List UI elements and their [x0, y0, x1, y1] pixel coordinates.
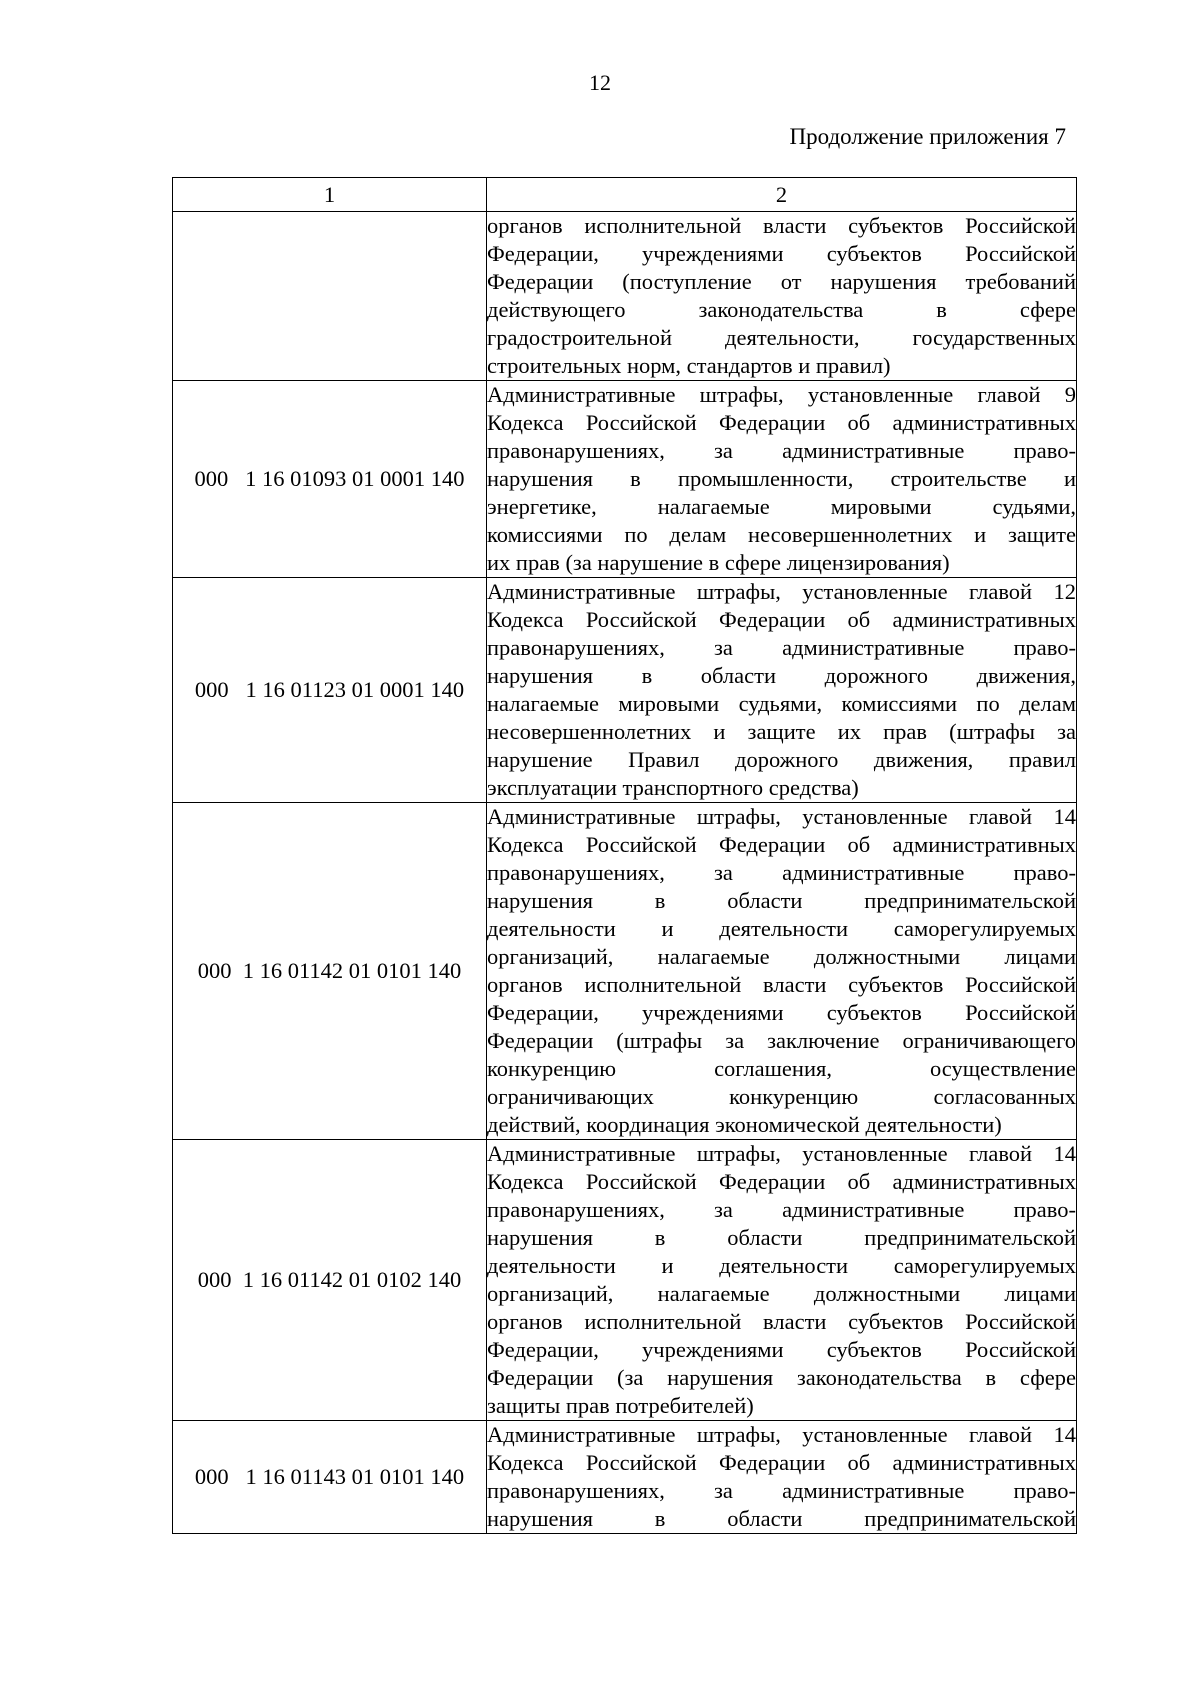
description-line: деятельности и деятельности саморегулируемых — [487, 916, 1076, 941]
description-line: конкуренцию соглашения, осуществление — [487, 1056, 1076, 1081]
description-line: нарушения в области дорожного движения, — [487, 663, 1076, 688]
description-line: нарушения в области предпринимательской — [487, 1506, 1076, 1531]
description-line: организаций, налагаемые должностными лицами — [487, 1281, 1076, 1306]
column-header-1: 1 — [173, 178, 487, 212]
description-cell — [487, 578, 1077, 803]
description-line: Кодекса Российской Федерации об административных — [487, 832, 1076, 857]
description-cell — [487, 1421, 1077, 1534]
description-line: Кодекса Российской Федерации об административных — [487, 1169, 1076, 1194]
description-line: Федерации (штрафы за заключение ограничивающего — [487, 1028, 1076, 1053]
description-line: Федерации, учреждениями субъектов Российской — [487, 1337, 1076, 1362]
budget-code-cell: 000 1 16 01142 01 0102 140 — [173, 1140, 487, 1421]
description-line: органов исполнительной власти субъектов Российской — [487, 213, 1076, 238]
description-line: энергетике, налагаемые мировыми судьями, — [487, 494, 1076, 519]
description-line: налагаемые мировыми судьями, комиссиями по делам — [487, 691, 1076, 716]
description-line: Федерации (поступление от нарушения требований — [487, 269, 1076, 294]
description-line: защиты прав потребителей) — [487, 1393, 754, 1418]
description-line: нарушение Правил дорожного движения, правил — [487, 747, 1076, 772]
table-row — [173, 1140, 1077, 1421]
table-row — [173, 212, 1077, 381]
description-line: несовершеннолетних и защите их прав (штрафы за — [487, 719, 1076, 744]
description-cell — [487, 1140, 1077, 1421]
description-line: Кодекса Российской Федерации об административных — [487, 410, 1076, 435]
description-line: Административные штрафы, установленные главой 9 — [487, 382, 1076, 407]
description-line: органов исполнительной власти субъектов Российской — [487, 972, 1076, 997]
budget-codes-table — [172, 177, 1077, 1534]
table-row — [173, 803, 1077, 1140]
table-body — [173, 212, 1077, 1534]
description-line: нарушения в области предпринимательской — [487, 1225, 1076, 1250]
description-line: действий, координация экономической деятельности) — [487, 1112, 1002, 1137]
budget-code-cell: 000 1 16 01093 01 0001 140 — [173, 381, 487, 578]
description-line: эксплуатации транспортного средства) — [487, 775, 859, 800]
description-line: ограничивающих конкуренцию согласованных — [487, 1084, 1076, 1109]
table-header-row — [173, 178, 1077, 212]
description-line: нарушения в области предпринимательской — [487, 888, 1076, 913]
description-line: градостроительной деятельности, государственных — [487, 325, 1076, 350]
budget-code-cell: 000 1 16 01143 01 0101 140 — [173, 1421, 487, 1534]
description-line: правонарушениях, за административные право- — [487, 1478, 1076, 1503]
description-line: Федерации, учреждениями субъектов Российской — [487, 1000, 1076, 1025]
description-line: правонарушениях, за административные право- — [487, 635, 1076, 660]
description-cell — [487, 381, 1077, 578]
description-line: Административные штрафы, установленные главой 14 — [487, 1141, 1076, 1166]
budget-code-cell: 000 1 16 01123 01 0001 140 — [173, 578, 487, 803]
description-line: Кодекса Российской Федерации об административных — [487, 1450, 1076, 1475]
description-cell — [487, 803, 1077, 1140]
description-line: правонарушениях, за административные право- — [487, 860, 1076, 885]
table-row — [173, 381, 1077, 578]
column-header-2: 2 — [487, 178, 1077, 212]
budget-code-cell: 000 1 16 01142 01 0101 140 — [173, 803, 487, 1140]
description-line: Федерации (за нарушения законодательства в сфере — [487, 1365, 1076, 1390]
description-line: органов исполнительной власти субъектов Российской — [487, 1309, 1076, 1334]
appendix-continuation-label: Продолжение приложения 7 — [789, 124, 1066, 149]
description-line: Административные штрафы, установленные главой 14 — [487, 1422, 1076, 1447]
description-line: действующего законодательства в сфере — [487, 297, 1076, 322]
description-line: деятельности и деятельности саморегулируемых — [487, 1253, 1076, 1278]
description-line: Кодекса Российской Федерации об административных — [487, 607, 1076, 632]
description-line: организаций, налагаемые должностными лицами — [487, 944, 1076, 969]
budget-code-cell — [173, 212, 487, 381]
description-line: строительных норм, стандартов и правил) — [487, 353, 891, 378]
description-cell — [487, 212, 1077, 381]
description-line: правонарушениях, за административные право- — [487, 1197, 1076, 1222]
description-line: Федерации, учреждениями субъектов Российской — [487, 241, 1076, 266]
description-line: комиссиями по делам несовершеннолетних и защите — [487, 522, 1076, 547]
description-line: их прав (за нарушение в сфере лицензирования) — [487, 550, 950, 575]
table-row — [173, 578, 1077, 803]
description-line: правонарушениях, за административные право- — [487, 438, 1076, 463]
description-line: нарушения в промышленности, строительстве и — [487, 466, 1076, 491]
page-number: 12 — [589, 70, 611, 95]
description-line: Административные штрафы, установленные главой 12 — [487, 579, 1076, 604]
table-row — [173, 1421, 1077, 1534]
description-line: Административные штрафы, установленные главой 14 — [487, 804, 1076, 829]
